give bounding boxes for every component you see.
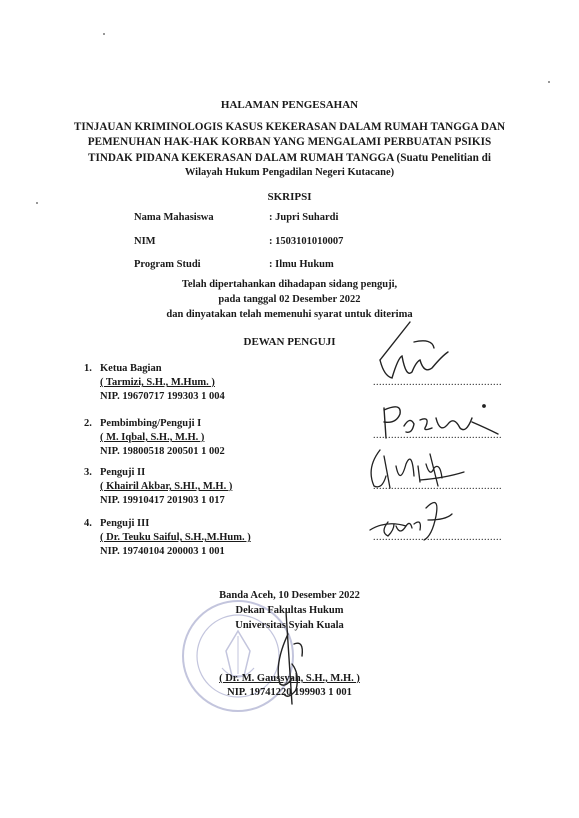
signature-line: ........................................... <box>373 377 502 388</box>
student-name-value: : Jupri Suhardi <box>269 212 339 223</box>
examiner-name: ( Tarmizi, S.H., M.Hum. ) <box>100 377 215 388</box>
student-nim-value: : 1503101010007 <box>269 236 344 247</box>
dean-nip: NIP. 19741220 199903 1 001 <box>227 687 352 698</box>
examiner-name: ( Dr. Teuku Saiful, S.H.,M.Hum. ) <box>100 532 251 543</box>
examiner-nip: NIP. 19670717 199303 1 004 <box>100 391 225 402</box>
title-line: Wilayah Hukum Pengadilan Negeri Kutacane) <box>184 167 395 178</box>
examiner-name: ( Khairil Akbar, S.HI., M.H. ) <box>100 481 233 492</box>
scan-speck <box>103 33 105 35</box>
defense-statement-line: pada tanggal 02 Desember 2022 <box>218 294 361 305</box>
title-line: PEMENUHAN HAK-HAK KORBAN YANG MENGALAMI PERBUATAN PSIKIS <box>87 136 492 148</box>
student-nim-label: NIM <box>134 236 156 247</box>
examiner-role: Penguji III <box>100 518 150 529</box>
title-line: TINJAUAN KRIMINOLOGIS KASUS KEKERASAN DALAM RUMAH TANGGA DAN <box>73 121 506 133</box>
handwritten-signature <box>266 604 326 714</box>
examiner-number: 2. <box>84 418 92 429</box>
defense-statement-line: dan dinyatakan telah memenuhi syarat untuk diterima <box>166 309 413 320</box>
dean-name: ( Dr. M. Gaussyah, S.H., M.H. ) <box>219 673 360 684</box>
document-type: SKRIPSI <box>267 191 312 203</box>
examiner-role: Penguji II <box>100 467 146 478</box>
examiner-board-title: DEWAN PENGUJI <box>243 336 336 348</box>
examiner-name: ( M. Iqbal, S.H., M.H. ) <box>100 432 205 443</box>
handwritten-signature <box>366 496 476 546</box>
defense-statement-line: Telah dipertahankan dihadapan sidang penguji, <box>181 279 398 290</box>
university-name: Universitas Syiah Kuala <box>235 620 344 631</box>
page-heading: HALAMAN PENGESAHAN <box>220 99 359 111</box>
title-line: TINDAK PIDANA KEKERASAN DALAM RUMAH TANGGA (Suatu Penelitian di <box>88 152 491 164</box>
signature-line: ........................................... <box>373 532 502 543</box>
examiner-role: Pembimbing/Penguji I <box>100 418 202 429</box>
examiner-number: 1. <box>84 363 92 374</box>
place-date: Banda Aceh, 10 Desember 2022 <box>219 590 360 601</box>
examiner-nip: NIP. 19740104 200003 1 001 <box>100 546 225 557</box>
examiner-number: 4. <box>84 518 92 529</box>
dean-position: Dekan Fakultas Hukum <box>235 605 344 616</box>
student-name-label: Nama Mahasiswa <box>134 212 214 223</box>
examiner-nip: NIP. 19800518 200501 1 002 <box>100 446 225 457</box>
signature-line: ........................................... <box>373 430 502 441</box>
examiner-nip: NIP. 19910417 201903 1 017 <box>100 495 225 506</box>
examiner-role: Ketua Bagian <box>100 363 162 374</box>
handwritten-signature <box>376 398 506 448</box>
study-program-value: : Ilmu Hukum <box>269 259 334 270</box>
handwritten-signature <box>360 446 470 496</box>
handwritten-signature <box>372 318 472 388</box>
scan-speck <box>548 81 550 83</box>
study-program-label: Program Studi <box>134 259 201 270</box>
signature-line: ........................................... <box>373 481 502 492</box>
examiner-number: 3. <box>84 467 92 478</box>
